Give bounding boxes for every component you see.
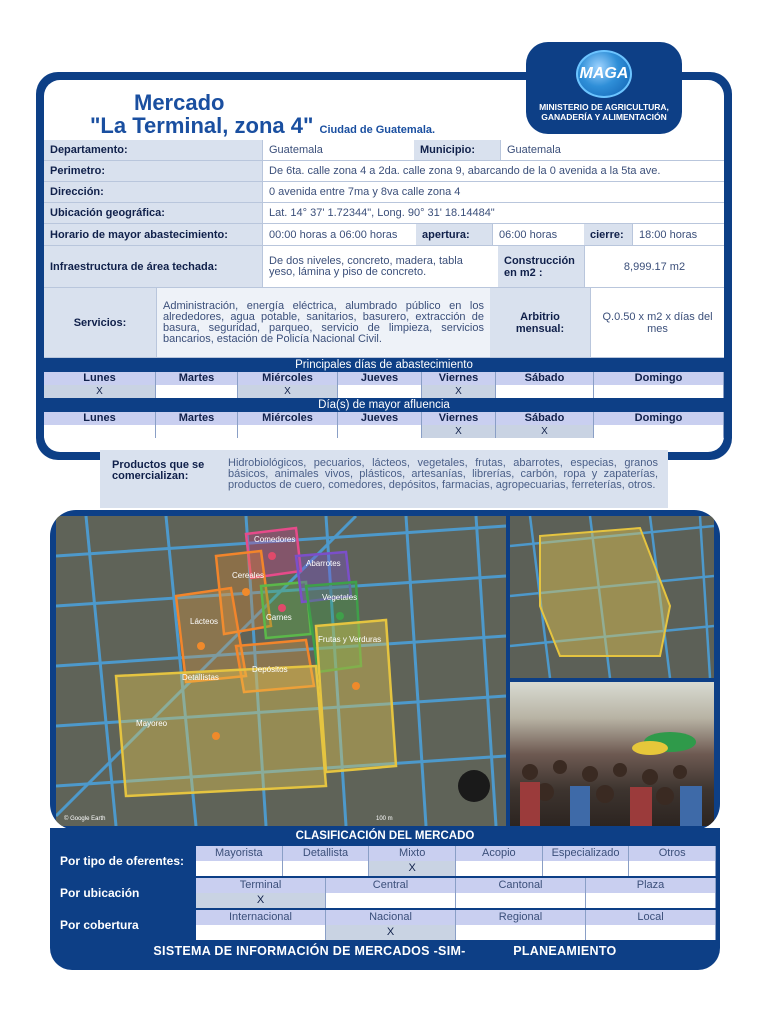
construccion-value: 8,999.17 m2 — [584, 246, 724, 287]
abastecimiento-day-0: Lunes — [44, 372, 156, 385]
horario-label: Horario de mayor abastecimiento: — [44, 224, 262, 245]
direccion-value: 0 avenida entre 7ma y 8va calle zona 4 — [262, 182, 724, 202]
tipo-oferentes-option-1: Detallista — [283, 846, 370, 861]
market-overview-map — [510, 516, 714, 678]
map-label-cereales: Cereales — [232, 571, 265, 580]
afluencia-day-5: Sábado — [496, 412, 594, 425]
abastecimiento-mark-2: X — [238, 385, 338, 398]
abastecimiento-day-2: Miércoles — [238, 372, 338, 385]
overview-map-svg — [510, 516, 714, 678]
map-svg — [56, 516, 506, 826]
perimetro-value: De 6ta. calle zona 4 a 2da. calle zona 9, abarcando de la 0 avenida a la 5ta ave. — [262, 161, 724, 181]
productos-value: Hidrobiológicos, pecuarios, lácteos, vegetales, frutas, abarrotes, especias, granos básicos, animales vivos, plásticos, artesanías, librerías, carbón, ropa y zapaterías, productos de cuero, comedores, depósitos, farmacias, agropecuarias, ferreterías, otros. — [228, 457, 658, 491]
departamento-value: Guatemala — [262, 140, 414, 160]
map-label-comedores: Comedores — [254, 535, 296, 544]
afluencia-mark-2 — [238, 425, 338, 438]
map-label-detallistas: Detallistas — [182, 673, 219, 682]
servicios-label: Servicios: — [44, 288, 156, 357]
ubicacion-marks — [196, 893, 716, 908]
tipo-oferentes-row — [54, 846, 716, 876]
ubicacion-mark-3 — [586, 893, 716, 908]
abastecimiento-day-3: Jueves — [338, 372, 422, 385]
afluencia-mark-5: X — [496, 425, 594, 438]
infraestructura-label: Infraestructura de área techada: — [44, 246, 262, 287]
ubicacion-label: Ubicación geográfica: — [44, 203, 262, 223]
tipo-oferentes-mark-1 — [283, 861, 370, 876]
abastecimiento-marks — [44, 385, 724, 398]
tipo-oferentes-option-4: Especializado — [543, 846, 630, 861]
afluencia-day-2: Miércoles — [238, 412, 338, 425]
map-label-carnes: Carnes — [266, 613, 292, 622]
info-table — [44, 140, 724, 438]
logo-text: MAGA — [579, 65, 629, 82]
cobertura-row — [54, 910, 716, 940]
productos-label: Productos que se comercializan: — [112, 459, 205, 482]
cierre-label: cierre: — [584, 224, 632, 245]
afluencia-title: Día(s) de mayor afluencia — [44, 398, 724, 412]
title-city: Ciudad de Guatemala. — [319, 124, 436, 136]
afluencia-day-0: Lunes — [44, 412, 156, 425]
arbitrio-label: Arbitrio mensual: — [490, 288, 590, 357]
tipo-oferentes-option-5: Otros — [629, 846, 716, 861]
map-label-depositos: Depósitos — [252, 665, 288, 674]
tipo-oferentes-marks — [196, 861, 716, 876]
departamento-label: Departamento: — [44, 140, 262, 160]
afluencia-day-3: Jueves — [338, 412, 422, 425]
abastecimiento-days — [44, 372, 724, 385]
map-label-mayoreo: Mayoreo — [136, 719, 168, 728]
ubicacion-label: Por ubicación — [60, 886, 140, 900]
ubicacion-mark-2 — [456, 893, 586, 908]
ministry-line-2: GANADERÍA Y ALIMENTACIÓN — [541, 112, 667, 122]
map-label-frutas: Frutas y Verduras — [318, 635, 382, 644]
ministry-line-1: MINISTERIO DE AGRICULTURA, — [539, 102, 669, 112]
cobertura-mark-0 — [196, 925, 326, 940]
tipo-oferentes-option-3: Acopio — [456, 846, 543, 861]
compass-icon[interactable] — [458, 770, 490, 802]
arbitrio-value: Q.0.50 x m2 x días del mes — [590, 288, 724, 357]
afluencia-day-4: Viernes — [422, 412, 496, 425]
abastecimiento-day-1: Martes — [156, 372, 238, 385]
footer-system: SISTEMA DE INFORMACIÓN DE MERCADOS -SIM- — [153, 944, 466, 958]
maga-logo — [576, 50, 632, 98]
abastecimiento-mark-0: X — [44, 385, 156, 398]
cobertura-options — [196, 910, 716, 925]
title-market-name: "La Terminal, zona 4" — [90, 113, 314, 138]
ubicacion-options — [196, 878, 716, 893]
ubicacion-row — [54, 878, 716, 908]
afluencia-mark-0 — [44, 425, 156, 438]
cobertura-label: Por cobertura — [60, 918, 139, 932]
market-satellite-map — [56, 516, 506, 826]
cierre-value: 18:00 horas — [632, 224, 724, 245]
tipo-oferentes-mark-5 — [629, 861, 716, 876]
tipo-oferentes-option-2: Mixto — [369, 846, 456, 861]
abastecimiento-mark-1 — [156, 385, 238, 398]
servicios-value: Administración, energía eléctrica, alumbrado público en los alrededores, agua potable, sanitarios, basurero, extracción de basura, seguridad, parqueo, servicio de limpieza, servicios bancarios, estación de Policía Nacional Civil. — [156, 288, 490, 357]
ubicacion-option-3: Plaza — [586, 878, 716, 893]
abastecimiento-day-5: Sábado — [496, 372, 594, 385]
map-label-lacteos: Lácteos — [190, 617, 219, 626]
maga-logo-block — [526, 42, 682, 134]
images-panel — [50, 510, 720, 830]
cobertura-mark-3 — [586, 925, 716, 940]
horario-value: 00:00 horas a 06:00 horas — [262, 224, 416, 245]
afluencia-mark-6 — [594, 425, 724, 438]
productos-panel — [100, 450, 668, 508]
afluencia-marks — [44, 425, 724, 438]
map-label-vegetales: Vegetales — [322, 593, 358, 602]
market-crowd-photo — [510, 682, 714, 826]
cobertura-mark-1: X — [326, 925, 456, 940]
tipo-oferentes-mark-3 — [456, 861, 543, 876]
cobertura-marks — [196, 925, 716, 940]
tipo-oferentes-option-0: Mayorista — [196, 846, 283, 861]
construccion-label: Construcción en m2 : — [498, 246, 584, 287]
footer — [50, 944, 720, 958]
abastecimiento-day-4: Viernes — [422, 372, 496, 385]
afluencia-day-1: Martes — [156, 412, 238, 425]
afluencia-mark-1 — [156, 425, 238, 438]
abastecimiento-mark-6 — [594, 385, 724, 398]
tipo-oferentes-options — [196, 846, 716, 861]
ubicacion-mark-0: X — [196, 893, 326, 908]
map-label-abarrotes: Abarrotes — [306, 559, 341, 568]
title-line-1: Mercado — [134, 90, 225, 115]
title-line-2 — [88, 114, 568, 142]
direccion-label: Dirección: — [44, 182, 262, 202]
ubicacion-value: Lat. 14° 37' 1.72344", Long. 90° 31' 18.14484" — [262, 203, 724, 223]
tipo-oferentes-mark-2: X — [369, 861, 456, 876]
ubicacion-option-1: Central — [326, 878, 456, 893]
map-attribution: © Google Earth — [64, 816, 106, 822]
ubicacion-option-0: Terminal — [196, 878, 326, 893]
cobertura-mark-2 — [456, 925, 586, 940]
map-scale: 100 m — [376, 816, 393, 822]
cobertura-option-1: Nacional — [326, 910, 456, 925]
afluencia-mark-3 — [338, 425, 422, 438]
tipo-oferentes-mark-0 — [196, 861, 283, 876]
afluencia-days — [44, 412, 724, 425]
apertura-label: apertura: — [416, 224, 492, 245]
municipio-value: Guatemala — [500, 140, 724, 160]
abastecimiento-mark-4: X — [422, 385, 496, 398]
afluencia-mark-4: X — [422, 425, 496, 438]
abastecimiento-day-6: Domingo — [594, 372, 724, 385]
clasificacion-title: CLASIFICACIÓN DEL MERCADO — [50, 828, 720, 844]
municipio-label: Municipio: — [414, 140, 500, 160]
page-title — [88, 92, 568, 142]
footer-unit: PLANEAMIENTO — [513, 944, 617, 958]
ubicacion-option-2: Cantonal — [456, 878, 586, 893]
tipo-oferentes-mark-4 — [543, 861, 630, 876]
cobertura-option-2: Regional — [456, 910, 586, 925]
abastecimiento-mark-3 — [338, 385, 422, 398]
infraestructura-value: De dos niveles, concreto, madera, tabla yeso, lámina y piso de concreto. — [262, 246, 498, 287]
abastecimiento-title: Principales días de abastecimiento — [44, 358, 724, 372]
perimetro-label: Perimetro: — [44, 161, 262, 181]
ministry-name — [539, 102, 669, 122]
apertura-value: 06:00 horas — [492, 224, 584, 245]
cobertura-option-0: Internacional — [196, 910, 326, 925]
afluencia-day-6: Domingo — [594, 412, 724, 425]
abastecimiento-mark-5 — [496, 385, 594, 398]
cobertura-option-3: Local — [586, 910, 716, 925]
tipo-oferentes-label: Por tipo de oferentes: — [60, 854, 185, 868]
ubicacion-mark-1 — [326, 893, 456, 908]
